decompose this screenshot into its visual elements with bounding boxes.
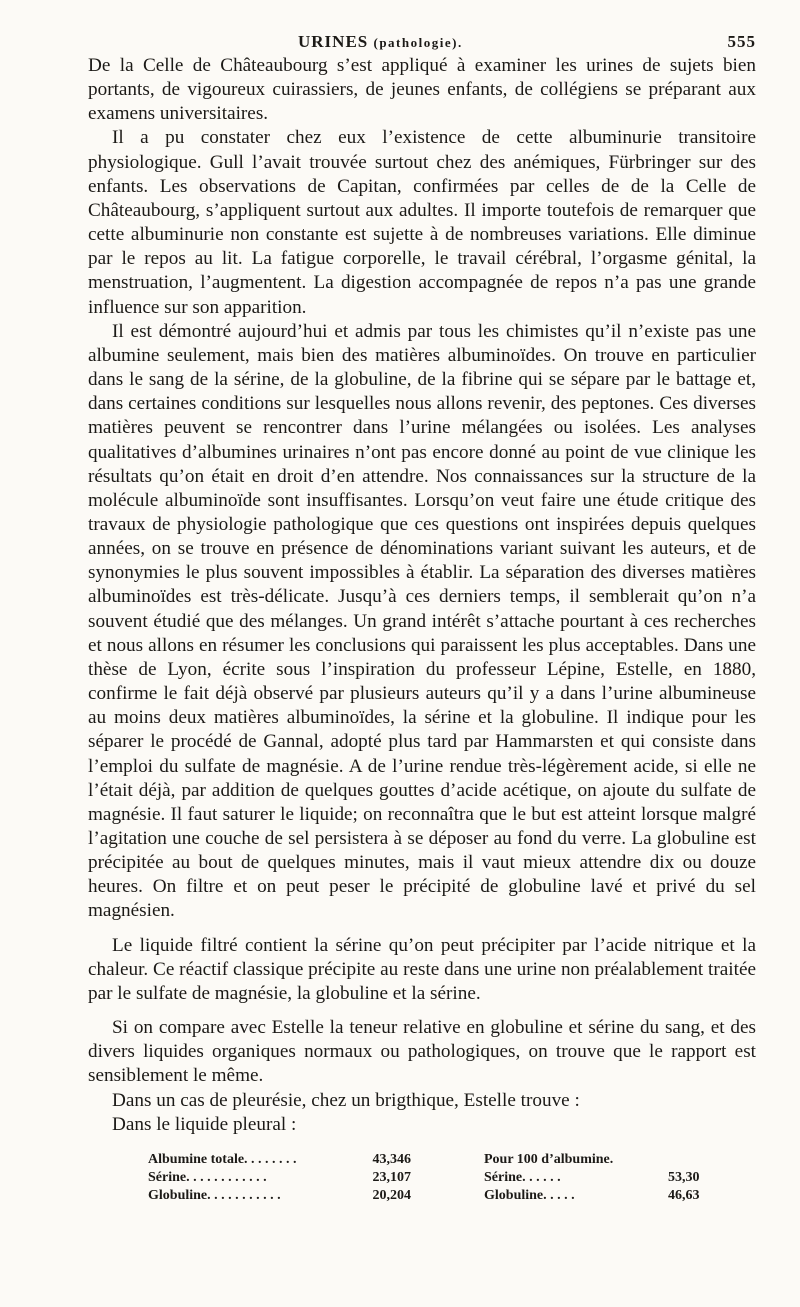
running-header (88, 30, 756, 54)
paragraph: Il a pu constater chez eux l’existence de cette albuminurie transitoire physiologique. Gull l’avait trouvée surtout chez des anémiques, Fürbringer sur des enfants. Les observations de Capitan, confirmées par celles de de la Celle de Châteaubourg, s’appliquent surtout aux adultes. Il importe toutefois de remarquer que cette albuminurie non constante est sujette à de nombreuses variations. Elle diminue par le repos au lit. La fatigue corporelle, le travail cérébral, l’orgasme génital, la menstruation, l’augmentent. La digestion accompagnée de repos n’a pas une grande influence sur son apparition. (88, 127, 756, 318)
row-label-percent: Sérine. . . . . . (484, 1169, 561, 1185)
row-value: 20,204 (372, 1187, 411, 1203)
running-title-main: URINES (298, 32, 369, 51)
running-title (298, 32, 463, 52)
row-value: 43,346 (372, 1151, 411, 1167)
paragraph: Le liquide filtré contient la sérine qu’on peut précipiter par l’acide nitrique et la chaleur. Ce réactif classique précipite au reste dans une urine non préalablement traitée par le sulfate de magnésie, la globuline et la sérine. (88, 934, 756, 1004)
page-number: 555 (727, 32, 756, 51)
row-label-percent: Pour 100 d’albumine. (484, 1151, 614, 1167)
row-label: Albumine totale. . . . . . . . (148, 1151, 297, 1167)
table-row (88, 1187, 756, 1205)
row-value-percent: 53,30 (668, 1169, 700, 1185)
row-value-percent: 46,63 (668, 1187, 700, 1203)
row-value: 23,107 (372, 1169, 411, 1185)
paragraph: Dans le liquide pleural : (112, 1113, 297, 1135)
row-label: Globuline. . . . . . . . . . . (148, 1187, 281, 1203)
paragraph: Dans un cas de pleurésie, chez un brigthique, Estelle trouve : (112, 1089, 580, 1111)
paragraph: Si on compare avec Estelle la teneur relative en globuline et sérine du sang, et des divers liquides organiques normaux ou pathologiques, on trouve que le rapport est sensiblement le même. (88, 1017, 756, 1087)
table-row (88, 1169, 756, 1187)
paragraph: Il est démontré aujourd’hui et admis par tous les chimistes qu’il n’existe pas une albumine seulement, mais bien des matières albuminoïdes. On trouve en particulier dans le sang de la sérine, de la globuline, de la fibrine qui se sépare par le battage et, dans certaines conditions sur lesquelles nous allons revenir, des peptones. Ces diverses matières peuvent se rencontrer dans l’urine mélangées ou isolées. Les analyses qualitatives d’albumines urinaires n’ont pas encore donné au point de vue clinique les résultats qu’on était en droit d’en attendre. Nos connaissances sur la structure de la molécule albuminoïde sont insuffisantes. Lorsqu’on veut faire une étude critique des travaux de physiologie pathologique que ces questions ont inspirées depuis quelques années, on se trouve en présence de dénominations variant suivant les auteurs, et de synonymies le plus souvent impossibles à établir. La séparation des diverses matières albuminoïdes est très-délicate. Jusqu’à ces derniers temps, il semblerait qu’on n’a souvent étudié que des mélanges. Un grand intérêt s’attache pourtant à ces recherches et nous allons en résumer les conclusions qui paraissent les plus acceptables. Dans une thèse de Lyon, écrite sous l’inspiration du professeur Lépine, Estelle, en 1880, confirme le fait déjà observé par plusieurs auteurs qu’il y a dans l’urine albumineuse au moins deux matières albuminoïdes, la sérine et la globuline. Il indique pour les séparer le procédé de Gannal, adopté plus tard par Hammarsten et qui consiste dans l’emploi du sulfate de magnésie. A de l’urine rendue très-légèrement acide, si elle ne l’était déjà, par addition de quelques gouttes d’acide acétique, on ajoute du sulfate de magnésie. Il faut saturer le liquide; on reconnaîtra que le but est atteint lorsque malgré l’agitation une couche de sel persistera à se déposer au fond du verre. La globuline est précipitée au bout de quelques minutes, mais il vaut mieux attendre dix ou douze heures. On filtre et on peut peser le précipité de globuline lavé et privé du sel magnésien. (88, 320, 756, 922)
running-title-sub: (pathologie). (373, 35, 463, 50)
row-label: Sérine. . . . . . . . . . . . (148, 1169, 267, 1185)
paragraph: De la Celle de Châteaubourg s’est appliqué à examiner les urines de sujets bien portants, de vigoureux cuirassiers, de jeunes enfants, de collégiens se préparant aux examens universitaires. (88, 55, 756, 125)
albumin-table (88, 1151, 756, 1211)
body-text (88, 54, 756, 1137)
table-row (88, 1151, 756, 1169)
row-label-percent: Globuline. . . . . (484, 1187, 575, 1203)
